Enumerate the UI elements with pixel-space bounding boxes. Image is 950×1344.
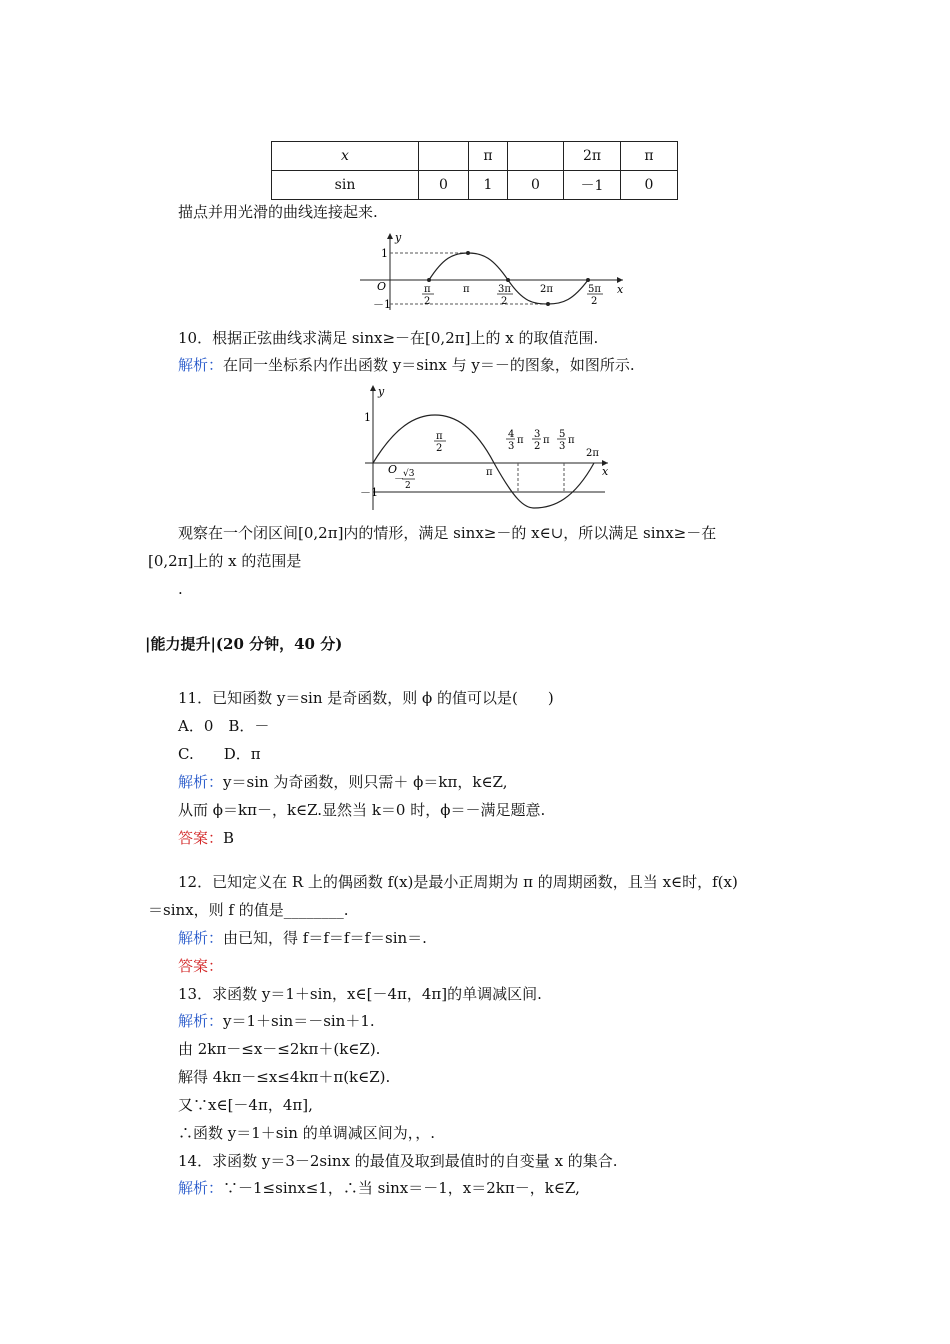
origin-label: O <box>377 280 387 293</box>
q11-answer: 答案：B <box>178 829 235 847</box>
sine-graph-1 <box>355 230 630 315</box>
table-cell: π <box>621 142 678 171</box>
point <box>427 278 431 282</box>
table-cell: 0 <box>621 171 678 200</box>
question-12-cont: ＝sinx，则 f 的值是________. <box>148 901 349 919</box>
trailing-dot: . <box>178 580 183 598</box>
tick-label: 3 <box>534 429 541 440</box>
tick-label: 2 <box>436 443 443 454</box>
point <box>546 302 550 306</box>
point <box>466 251 470 255</box>
q12-answer: 答案： <box>178 957 224 975</box>
tick-label: π <box>486 467 493 478</box>
question-11: 11．已知函数 y＝sin 是奇函数，则 ϕ 的值可以是( ) <box>178 689 554 707</box>
tick-label: 2 <box>501 296 508 307</box>
q13-solution-3: 解得 4kπ－≤x≤4kπ＋π(k∈Z). <box>178 1068 391 1086</box>
table-cell <box>419 142 469 171</box>
table-cell: 1 <box>469 171 508 200</box>
tick-label: 4 <box>508 429 515 440</box>
tick-label: 3 <box>508 441 515 452</box>
tick-label: π <box>543 435 550 446</box>
point <box>586 278 590 282</box>
table-cell: x <box>272 142 419 171</box>
tick-label: 5 <box>559 429 566 440</box>
point <box>506 278 510 282</box>
tick-label: 2 <box>591 296 598 307</box>
section-heading: |能力提升|(20 分钟，40 分) <box>145 635 343 653</box>
value-table <box>271 141 678 200</box>
tick-label: －1 <box>360 486 378 499</box>
tick-label: 5π <box>588 284 601 295</box>
tick-label: 1 <box>381 247 388 260</box>
tick-label: π <box>424 284 431 295</box>
question-12: 12．已知定义在 R 上的偶函数 f(x)是最小正周期为 π 的周期函数，且当 x∈时，f(x) <box>178 873 738 891</box>
table-cell: 0 <box>419 171 469 200</box>
question-10: 10．根据正弦曲线求满足 sinx≥－在[0,2π]上的 x 的取值范围. <box>178 329 599 347</box>
sine-graph-2 <box>360 382 615 514</box>
question-14: 14．求函数 y＝3－2sinx 的最值及取到最值时的自变量 x 的集合. <box>178 1152 618 1170</box>
q10-solution: 解析：在同一坐标系内作出函数 y＝sinx 与 y＝－的图象，如图所示. <box>178 356 635 374</box>
tick-label: π <box>463 284 470 295</box>
x-label: x <box>617 283 624 296</box>
x-label: x <box>602 465 609 478</box>
q12-solution: 解析：由已知，得 f＝f＝f＝f＝sin＝. <box>178 929 427 947</box>
tick-label: 3 <box>559 441 566 452</box>
y-label: y <box>378 385 385 398</box>
table-cell: 0 <box>508 171 564 200</box>
table-cell: 2π <box>564 142 621 171</box>
tick-label: 2 <box>405 481 411 491</box>
y-arrow <box>387 233 393 239</box>
tick-label: 1 <box>364 411 371 424</box>
q13-solution-5: ∴函数 y＝1＋sin 的单调减区间为，，. <box>178 1124 435 1142</box>
table-cell: －1 <box>564 171 621 200</box>
q11-options-ab: A．0 B．－ <box>178 717 270 735</box>
q11-solution-2: 从而 ϕ＝kπ－，k∈Z.显然当 k＝0 时，ϕ＝－满足题意. <box>178 801 546 819</box>
tick-label: π <box>517 435 524 446</box>
table-cell: sin <box>272 171 419 200</box>
q11-solution: 解析：y＝sin 为奇函数，则只需＋ ϕ＝kπ，k∈Z, <box>178 773 508 791</box>
tick-label: π <box>568 435 575 446</box>
y-arrow <box>370 385 376 391</box>
y-label: y <box>395 231 402 244</box>
observe-line-2: [0,2π]上的 x 的范围是 <box>148 552 302 570</box>
q13-solution-4: 又∵x∈[－4π，4π], <box>178 1096 313 1114</box>
q13-solution: 解析：y＝1＋sin＝－sin＋1. <box>178 1012 375 1030</box>
tick-label: － <box>394 474 404 485</box>
tick-label: 2 <box>424 296 431 307</box>
q11-options-cd: C. D．π <box>178 745 261 763</box>
connect-text: 描点并用光滑的曲线连接起来. <box>178 203 378 221</box>
q13-solution-2: 由 2kπ－≤x－≤2kπ＋(k∈Z). <box>178 1040 381 1058</box>
q14-solution: 解析：∵－1≤sinx≤1，∴当 sinx＝－1，x＝2kπ－，k∈Z, <box>178 1179 580 1197</box>
table-cell: π <box>469 142 508 171</box>
table-row <box>272 171 678 200</box>
table-cell <box>508 142 564 171</box>
tick-label: √3 <box>403 469 415 479</box>
tick-label: 2π <box>540 284 553 295</box>
question-13: 13．求函数 y＝1＋sin，x∈[－4π，4π]的单调减区间. <box>178 985 542 1003</box>
tick-label: 2 <box>534 441 541 452</box>
tick-label: 3π <box>498 284 511 295</box>
origin-label: O <box>388 463 398 476</box>
tick-label: －1 <box>373 298 391 311</box>
table-row <box>272 142 678 171</box>
observe-line-1: 观察在一个闭区间[0,2π]内的情形，满足 sinx≥－的 x∈∪，所以满足 sinx≥－在 <box>178 524 717 542</box>
tick-label: 2π <box>586 448 599 459</box>
tick-label: π <box>436 431 443 442</box>
